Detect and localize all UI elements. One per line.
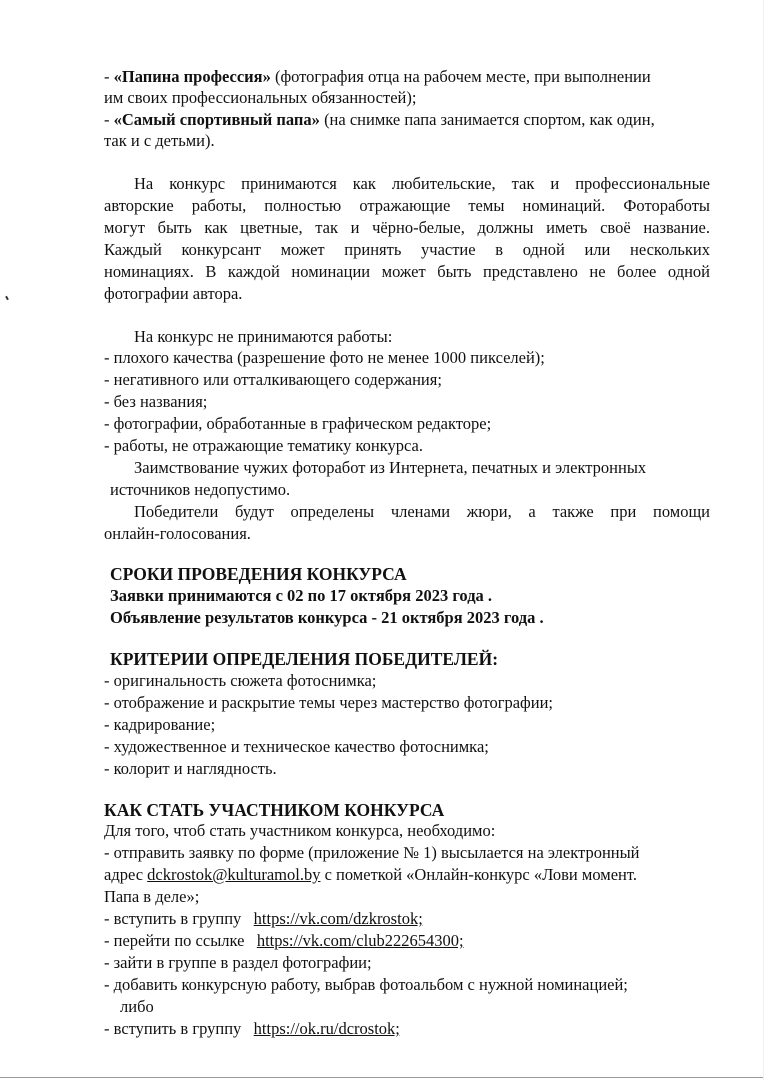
acceptance-line-2: авторские работы, полностью отражающие темы номинаций. Фотоработы [104, 196, 710, 215]
borrowing-line-2: источников недопустимо. [110, 480, 291, 499]
or-text: либо [120, 997, 154, 1016]
criteria-heading: КРИТЕРИИ ОПРЕДЕЛЕНИЯ ПОБЕДИТЕЛЕЙ: [110, 649, 499, 669]
criteria-item: - художественное и техническое качество фотоснимка; [104, 737, 489, 756]
schedule-heading: СРОКИ ПРОВЕДЕНИЯ КОНКУРСА [110, 564, 407, 584]
scan-speck [5, 296, 9, 300]
rejected-intro: На конкурс не принимаются работы: [134, 327, 393, 346]
nomination-item-2-line-2: так и с детьми). [104, 131, 215, 150]
acceptance-line-4: Каждый конкурсант может принять участие в одной или нескольких [104, 240, 710, 259]
participation-send-line-3: Папа в деле»; [104, 887, 200, 906]
schedule-applications: Заявки принимаются с 02 по 17 октября 2023 года . [110, 586, 493, 605]
scan-bottom-edge [0, 1077, 764, 1078]
rejected-item: - работы, не отражающие тематику конкурса. [104, 436, 423, 455]
nomination-title: «Папина профессия» [113, 67, 271, 86]
enter-photos-line: - зайти в группе в раздел фотографии; [104, 953, 372, 972]
join-ok-line: - вступить в группу https://ok.ru/dcrostok; [104, 1019, 400, 1038]
participation-send-line-1: - отправить заявку по форме (приложение № 1) высылается на электронный [104, 843, 640, 862]
participation-heading: КАК СТАТЬ УЧАСТНИКОМ КОНКУРСА [104, 800, 445, 820]
criteria-item: - оригинальность сюжета фотоснимка; [104, 671, 377, 690]
criteria-item: - кадрирование; [104, 715, 216, 734]
rejected-item: - плохого качества (разрешение фото не менее 1000 пикселей); [104, 348, 545, 367]
rejected-item: - без названия; [104, 392, 208, 411]
list-dash: - [104, 67, 114, 86]
follow-link-line: - перейти по ссылке https://vk.com/club222654300; [104, 931, 464, 950]
rejected-item: - негативного или отталкивающего содержания; [104, 370, 442, 389]
join-vk-line: - вступить в группу https://vk.com/dzkrostok; [104, 909, 423, 928]
participation-intro: Для того, чтоб стать участником конкурса, необходимо: [104, 821, 496, 840]
criteria-item: - отображение и раскрытие темы через мастерство фотографии; [104, 693, 553, 712]
winners-line-1: Победители будут определены членами жюри, а также при помощи [134, 502, 710, 521]
acceptance-line-6: фотографии автора. [104, 284, 243, 303]
participation-send-line-2: адрес dckrostok@kulturamol.by с пометкой «Онлайн-конкурс «Лови момент. [104, 865, 637, 884]
email-link[interactable]: dckrostok@kulturamol.by [147, 865, 321, 884]
schedule-results: Объявление результатов конкурса - 21 октября 2023 года . [110, 608, 544, 627]
ok-group-link[interactable]: https://ok.ru/dcrostok; [253, 1019, 400, 1038]
criteria-item: - колорит и наглядность. [104, 759, 277, 778]
winners-line-2: онлайн-голосования. [104, 524, 251, 543]
acceptance-line-3: могут быть как цветные, так и чёрно-белые, должны иметь своё название. [104, 218, 710, 237]
add-work-line: - добавить конкурсную работу, выбрав фотоальбом с нужной номинацией; [104, 975, 628, 994]
nomination-title: «Самый спортивный папа» [113, 110, 320, 129]
nomination-item-2-line-1 [104, 109, 655, 131]
nomination-description: (фотография отца на рабочем месте, при выполнении [270, 67, 651, 86]
nomination-item-1-line-1 [104, 66, 651, 88]
nomination-item-1-line-2: им своих профессиональных обязанностей); [104, 88, 417, 107]
acceptance-line-5: номинациях. В каждой номинации может быть представлено не более одной [104, 262, 710, 281]
vk-group-link[interactable]: https://vk.com/dzkrostok; [253, 909, 423, 928]
acceptance-line-1: На конкурс принимаются как любительские, так и профессиональные [134, 174, 710, 193]
nomination-description: (на снимке папа занимается спортом, как один, [319, 110, 655, 129]
rejected-item: - фотографии, обработанные в графическом редакторе; [104, 414, 492, 433]
borrowing-line-1: Заимствование чужих фоторабот из Интернета, печатных и электронных [134, 458, 647, 477]
list-dash: - [104, 110, 114, 129]
vk-club-link[interactable]: https://vk.com/club222654300; [256, 931, 464, 950]
